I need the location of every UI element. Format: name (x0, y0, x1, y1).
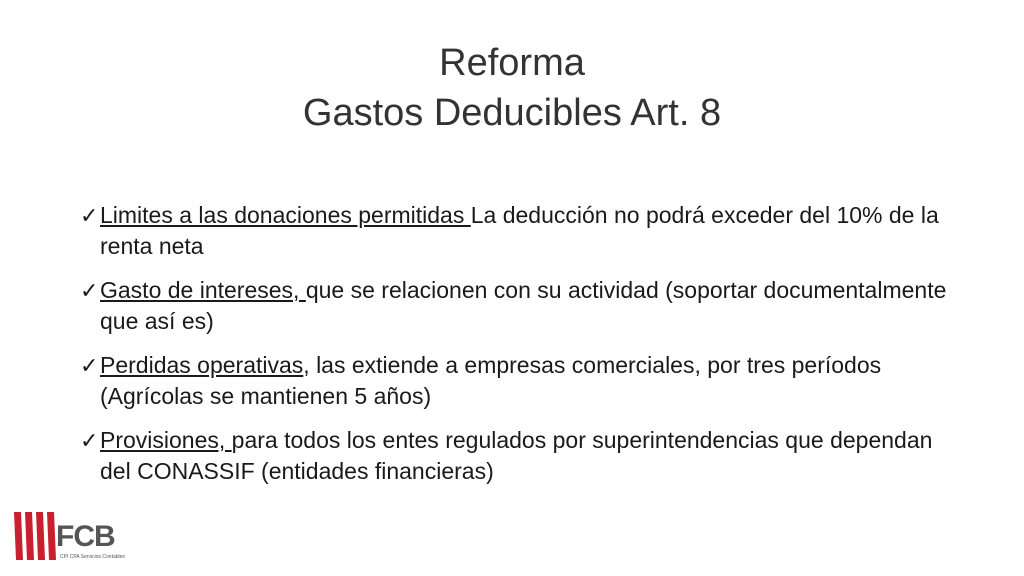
bullet-term: Provisiones, (100, 427, 232, 453)
bullet-text: , las extiende a empresas comerciales, por tres períodos (Agrícolas se mantienen 5 años) (100, 352, 882, 409)
bullet-list (80, 200, 960, 500)
logo-red-stripe (14, 512, 23, 560)
checkmark-icon: ✓ (80, 203, 99, 228)
bullet-text: La deducción no podrá exceder del 10% de la renta neta (100, 202, 939, 259)
logo-red-stripe (47, 512, 56, 560)
bullet-item-perdidas (80, 350, 960, 412)
slide-title (0, 38, 1024, 138)
bullet-term: Perdidas operativas (100, 352, 304, 378)
bullet-item-provisiones (80, 425, 960, 487)
logo-red-stripe (36, 512, 45, 560)
company-logo (12, 508, 132, 564)
logo-subtext: CPI CPA Servicios Contables (60, 554, 125, 560)
checkmark-icon: ✓ (80, 353, 99, 378)
bullet-text: que se relacionen con su actividad (soportar documentalmente que así es) (100, 277, 947, 334)
checkmark-icon: ✓ (80, 428, 99, 453)
bullet-text: para todos los entes regulados por superintendencias que dependan del CONASSIF (entidades financieras) (100, 427, 933, 484)
logo-wordmark: FCB (56, 520, 115, 553)
bullet-term: Gasto de intereses, (100, 277, 306, 303)
checkmark-icon: ✓ (80, 278, 99, 303)
title-line-2: Gastos Deducibles Art. 8 (302, 92, 722, 134)
bullet-item-donaciones (80, 200, 960, 262)
logo-red-stripe (25, 512, 34, 560)
title-line-1: Reforma (439, 42, 585, 84)
bullet-item-intereses (80, 275, 960, 337)
bullet-term: Limites a las donaciones permitidas (100, 202, 471, 228)
